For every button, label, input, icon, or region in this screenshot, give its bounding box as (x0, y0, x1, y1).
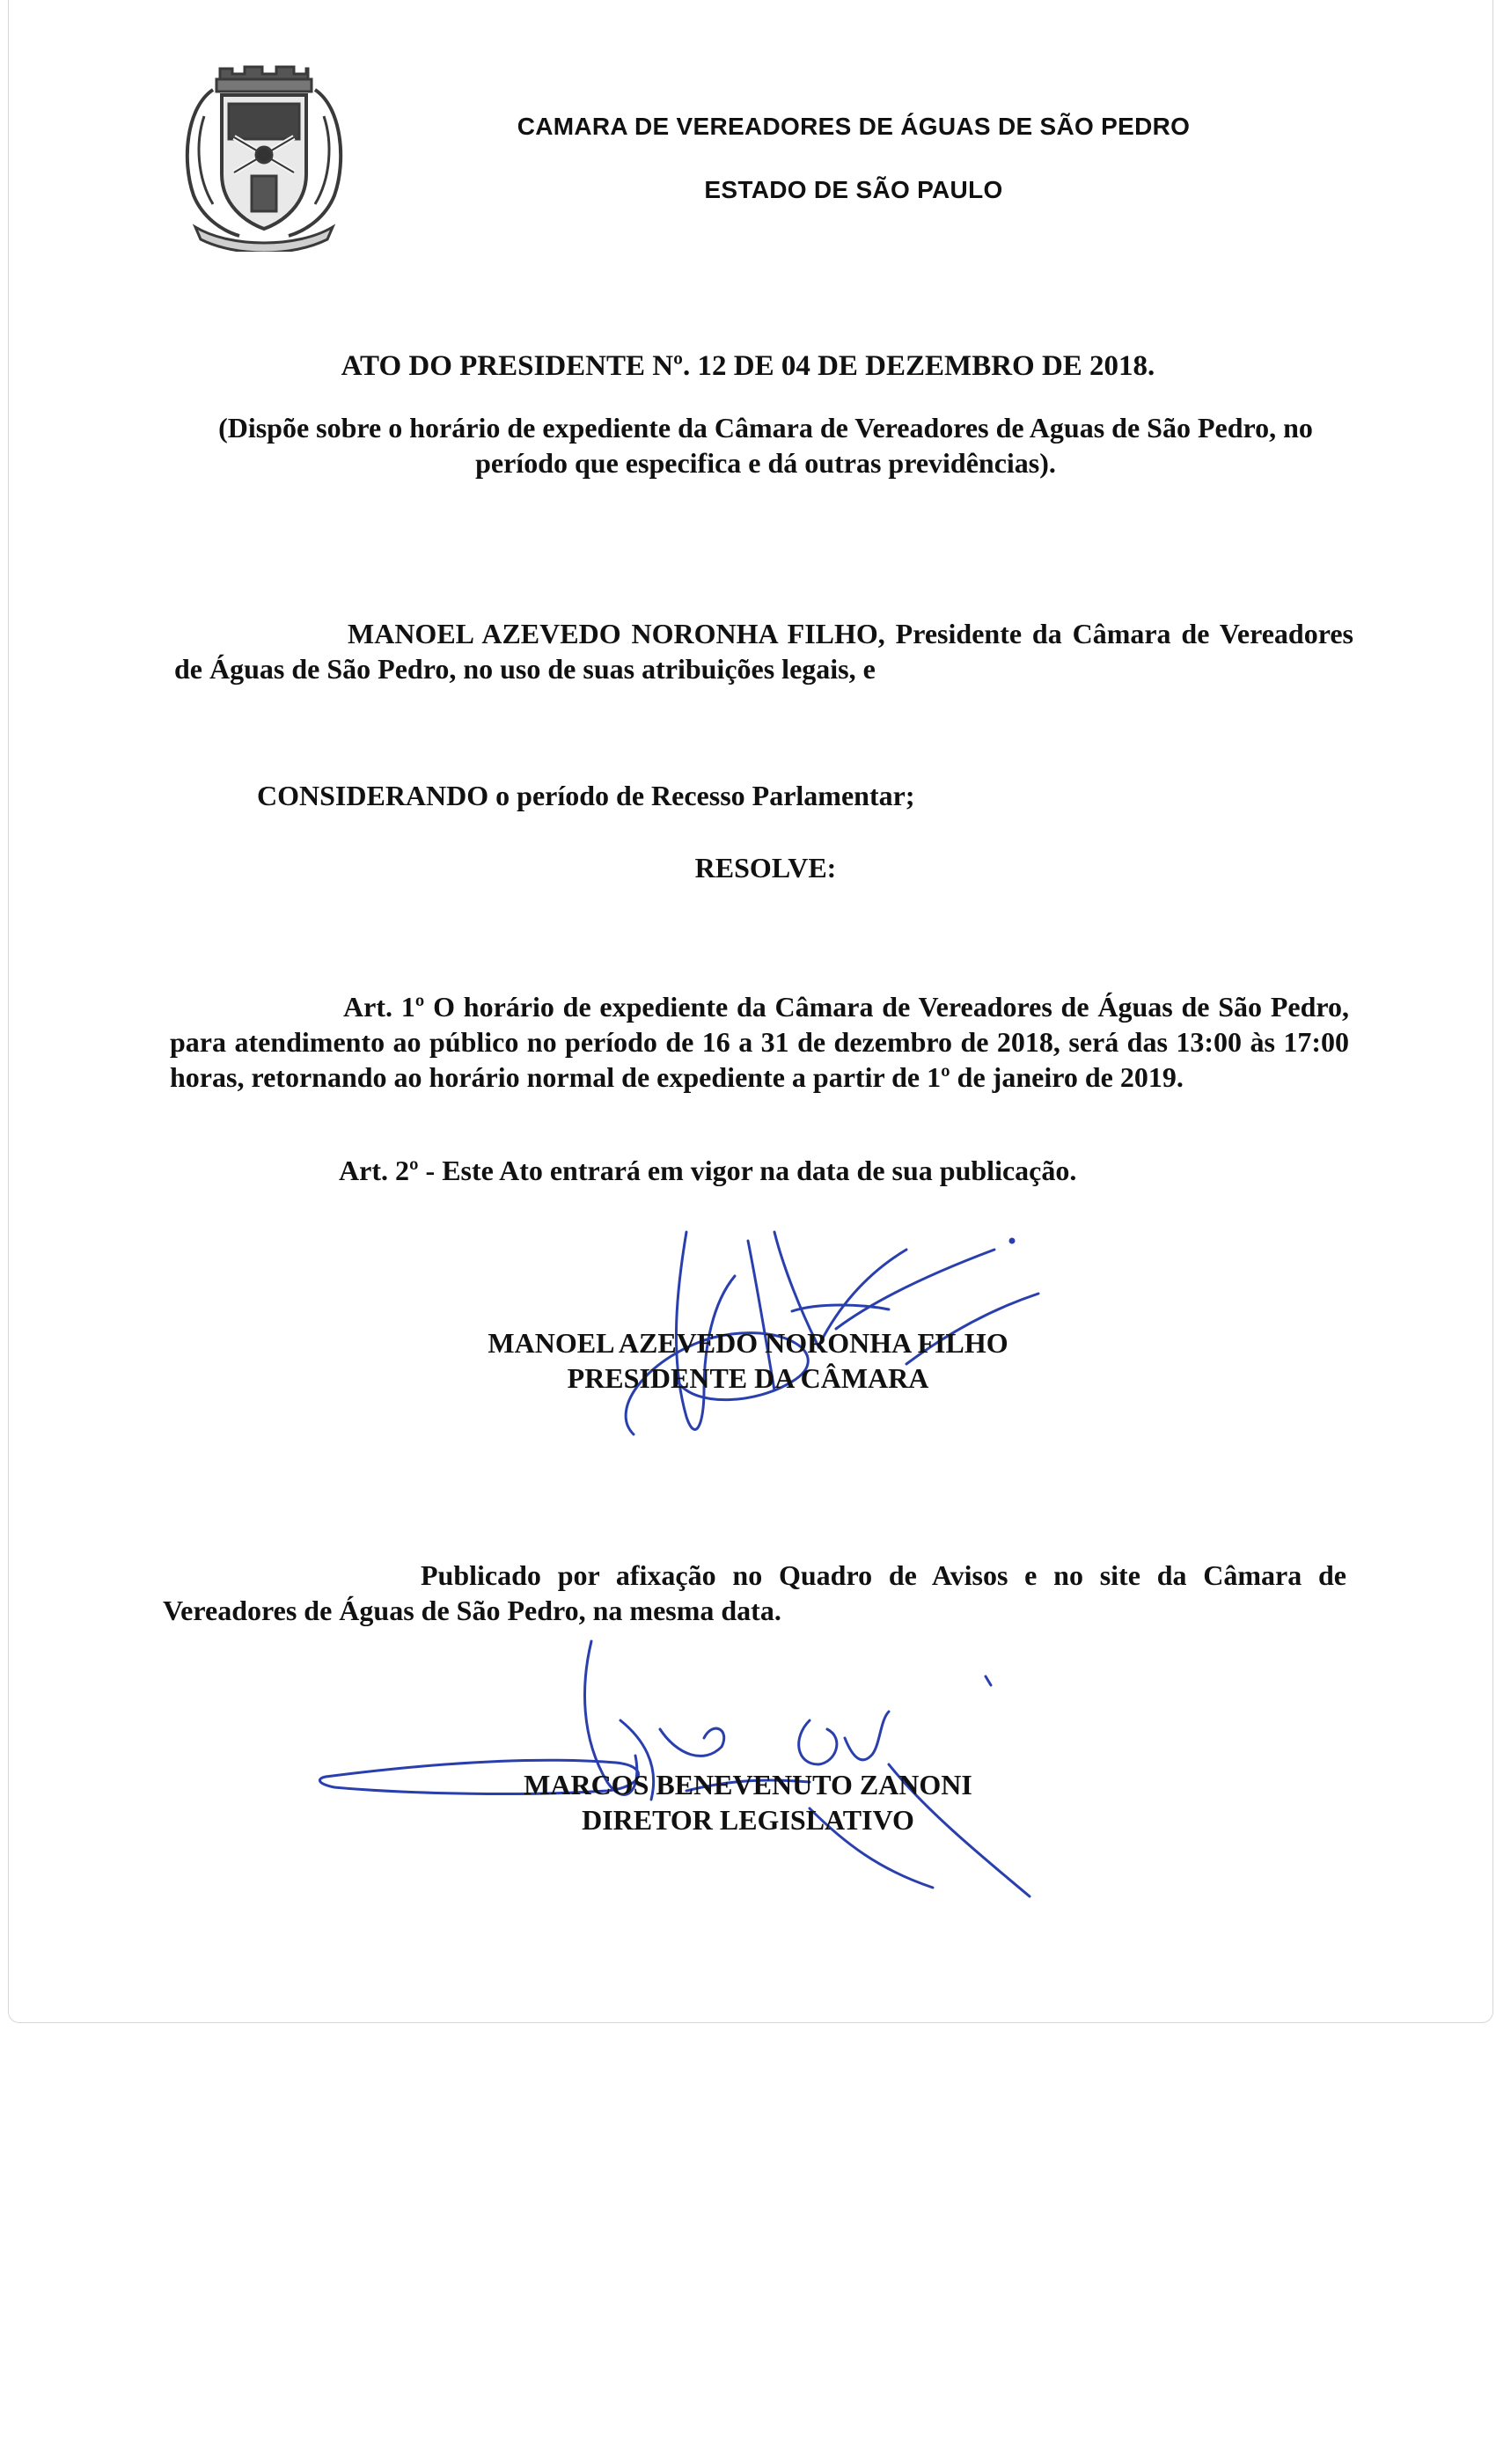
director-title: DIRETOR LEGISLATIVO (582, 1804, 914, 1836)
document-title: ATO DO PRESIDENTE Nº. 12 DE 04 DE DEZEMBRO DE 2018. (341, 350, 1155, 382)
coat-of-arms-icon (178, 63, 349, 252)
org-name: CAMARA DE VEREADORES DE ÁGUAS DE SÃO PEDRO (517, 113, 1191, 140)
resolve-heading: RESOLVE: (694, 852, 837, 884)
publication-note: Publicado por afixação no Quadro de Avisos e no site da Câmara de Vereadores de Águas de São Pedro, na mesma data. (163, 1559, 1346, 1626)
president-name: MANOEL AZEVEDO NORONHA FILHO (488, 1327, 1008, 1359)
document-page (9, 0, 1492, 2022)
president-title: PRESIDENTE DA CÂMARA (567, 1362, 929, 1394)
document-subtitle: (Dispõe sobre o horário de expediente da Câmara de Vereadores de Aguas de São Pedro, no período que especifica e dá outras previdências). (218, 412, 1313, 479)
article-2: Art. 2º - Este Ato entrará em vigor na data de sua publicação. (339, 1155, 1077, 1186)
president-signature-block (396, 1325, 1100, 1396)
director-signature-block (414, 1767, 1082, 1837)
considering-paragraph: CONSIDERANDO o período de Recesso Parlamentar; (257, 780, 915, 811)
intro-paragraph: MANOEL AZEVEDO NORONHA FILHO, Presidente da Câmara de Vereadores de Águas de São Pedro, no uso de suas atribuições legais, e (174, 618, 1353, 685)
org-state: ESTADO DE SÃO PAULO (704, 176, 1003, 203)
article-1: Art. 1º O horário de expediente da Câmara de Vereadores de Águas de São Pedro, para atendimento ao público no período de 16 a 31 de dezembro de 2018, será das 13:00 às 17:00 horas, retornando ao horário normal de expediente a partir de 1º de janeiro de 2019. (170, 991, 1349, 1093)
director-name: MARCOS BENEVENUTO ZANONI (524, 1769, 972, 1800)
